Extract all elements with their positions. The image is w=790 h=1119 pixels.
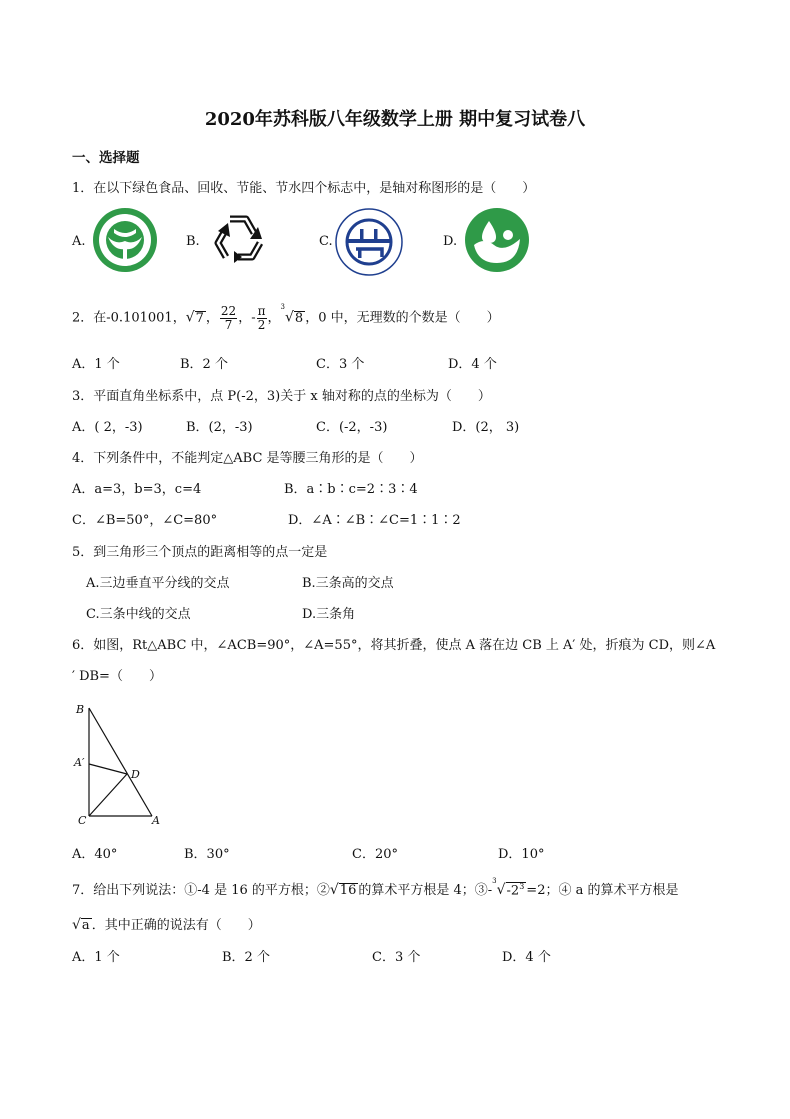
q7-sqrt-a: a [81, 918, 90, 933]
q1-option-b-label: B. [186, 234, 200, 249]
q7-stem-line1: 7．给出下列说法：①-4 是 16 的平方根；②√16 的算术平方根是 4；$③-^3√-2^3 =2$；④ a 的算术平方根是 [72, 877, 679, 898]
q4-option-b: B．a∶b∶c=2∶3∶4 [284, 482, 418, 497]
page-title: 2020年苏科版八年级数学上册 期中复习试卷八 [204, 109, 586, 130]
q6-option-c: C．20° [352, 847, 398, 862]
q6-stem-line2: ′ DB=（ ） [72, 669, 162, 684]
q5-option-b: B.三条高的交点 [302, 576, 394, 591]
q5-option-d: D.三条角 [302, 607, 356, 622]
q2-stem: 2．在-0.101001，√7 ， $\frac{22}{7}$ ，- $\frac{\pi}{2}$ ，$^3$√8 ，0 中，无理数的个数是（ ） [72, 303, 500, 332]
green-food-logo-icon [92, 207, 158, 273]
q2-option-c: C．3 个 [316, 357, 365, 372]
q4-option-d: D．∠A∶∠B∶∠C=1∶1∶2 [288, 513, 461, 528]
q6-stem-line1: 6．如图，Rt△ABC 中，∠ACB=90°，∠A=55°，将其折叠，使点 A 落在边 CB 上 A′ 处，折痕为 CD，则∠A [72, 638, 716, 653]
q2-sqrt7: 7 [195, 310, 204, 326]
energy-saving-logo-icon [334, 207, 404, 277]
q2-option-d: D．4 个 [448, 357, 497, 372]
label-a: A [152, 814, 160, 827]
q1-stem: 1．在以下绿色食品、回收、节能、节水四个标志中，是轴对称图形的是（ ） [72, 181, 536, 196]
q7-stem-line2: √a ．其中正确的说法有（ ） [72, 917, 261, 933]
q7-option-b: B．2 个 [222, 950, 270, 965]
q7-option-c: C．3 个 [372, 950, 421, 965]
q2-option-a: A．1 个 [72, 357, 120, 372]
q5-option-c: C.三条中线的交点 [86, 607, 191, 622]
q1-option-d-label: D. [443, 234, 458, 249]
q6-option-d: D．10° [498, 847, 545, 862]
q2-cuberoot8: 8 [294, 310, 304, 326]
q2-fraction-pi-2: $\frac{\pi}{2}$ [257, 304, 266, 332]
label-c: C [78, 814, 87, 827]
label-b: B [76, 703, 85, 716]
label-a-prime: A′ [74, 756, 85, 769]
q3-option-c: C．(-2，-3) [316, 420, 388, 435]
q4-option-c: C．∠B=50°，∠C=80° [72, 513, 218, 528]
q1-option-a-label: A. [72, 234, 86, 249]
q2-fraction-22-7: $\frac{22}{7}$ [220, 304, 237, 332]
water-saving-logo-icon [464, 207, 530, 273]
q1-option-c-label: C. [319, 234, 333, 249]
q5-stem: 5．到三角形三个顶点的距离相等的点一定是 [72, 545, 328, 560]
q6-option-a: A．40° [72, 847, 118, 862]
q7-option-a: A．1 个 [72, 950, 120, 965]
q3-option-a: A．( 2，-3) [72, 420, 143, 435]
q3-option-b: B．(2，-3) [186, 420, 253, 435]
q7-option-d: D．4 个 [502, 950, 551, 965]
label-d: D [131, 768, 140, 781]
q5-option-a: A.三边垂直平分线的交点 [86, 576, 230, 591]
q4-option-a: A．a=3，b=3，c=4 [72, 482, 202, 497]
q2-option-b: B．2 个 [180, 357, 228, 372]
q4-stem: 4．下列条件中，不能判定△ABC 是等腰三角形的是（ ） [72, 451, 423, 466]
q6-option-b: B．30° [184, 847, 230, 862]
section-heading: 一、选择题 [72, 150, 140, 166]
q7-sqrt16: 16 [339, 883, 357, 898]
q3-stem: 3．平面直角坐标系中，点 P(-2，3)关于 x 轴对称的点的坐标为（ ） [72, 389, 491, 404]
q6-triangle-figure [72, 700, 172, 830]
q7-cuberoot-expr: $-2^3$ [506, 881, 525, 898]
q3-option-d: D．(2， 3) [452, 420, 520, 435]
recycle-logo-icon [206, 207, 272, 273]
